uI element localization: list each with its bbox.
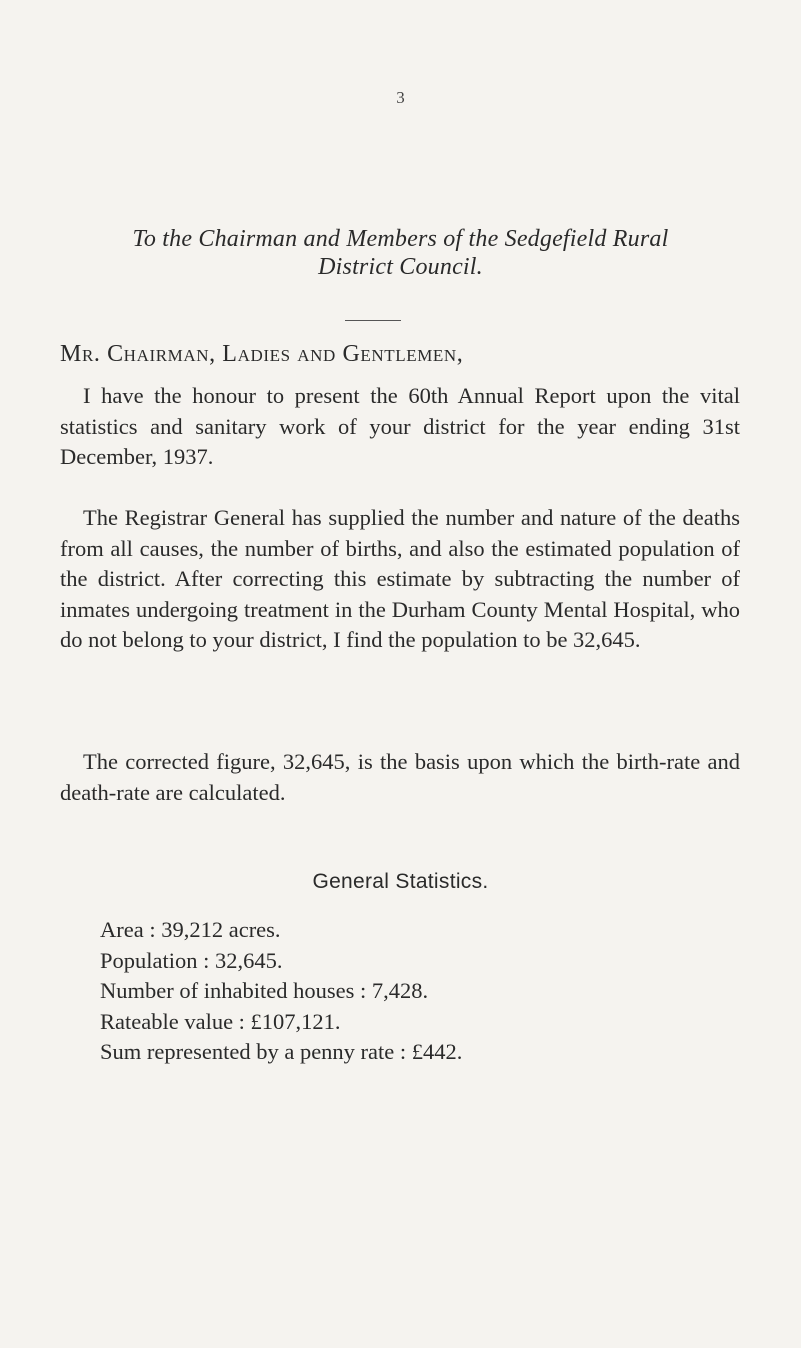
general-statistics-list [100, 915, 462, 1068]
general-statistics-heading: General Statistics. [312, 870, 489, 893]
paragraph-registrar: The Registrar General has supplied the number and nature of the deaths from all causes, the number of births, and also the estimated population of the district. After correcting this estimate by subtracting the number of inmates undergoing treatment in the Durham County Mental Hospital, who do not belong to your district, I find the population to be 32,645. [60, 505, 740, 652]
stat-rateable-value: Rateable value : £107,121. [100, 1008, 341, 1034]
address-line-1: To the Chairman and Members of the Sedgefield Rural [132, 226, 669, 252]
salutation: Mr. Chairman, Ladies and Gentlemen, [60, 341, 464, 367]
stat-population: Population : 32,645. [100, 947, 283, 973]
divider-rule [345, 320, 401, 321]
paragraph-intro: I have the honour to present the 60th Annual Report upon the vital statistics and sanitary work of your district for the year ending 31st December, 1937. [60, 383, 740, 469]
stat-penny-rate: Sum represented by a penny rate : £442. [100, 1039, 463, 1064]
paragraph-corrected-figure: The corrected figure, 32,645, is the basis upon which the birth-rate and death-rate are calculated. [60, 749, 740, 805]
stat-area: Area : 39,212 acres. [100, 917, 281, 942]
page-number: 3 [396, 88, 405, 107]
stat-inhabited-houses: Number of inhabited houses : 7,428. [100, 978, 429, 1003]
address-line-2: District Council. [318, 254, 483, 280]
